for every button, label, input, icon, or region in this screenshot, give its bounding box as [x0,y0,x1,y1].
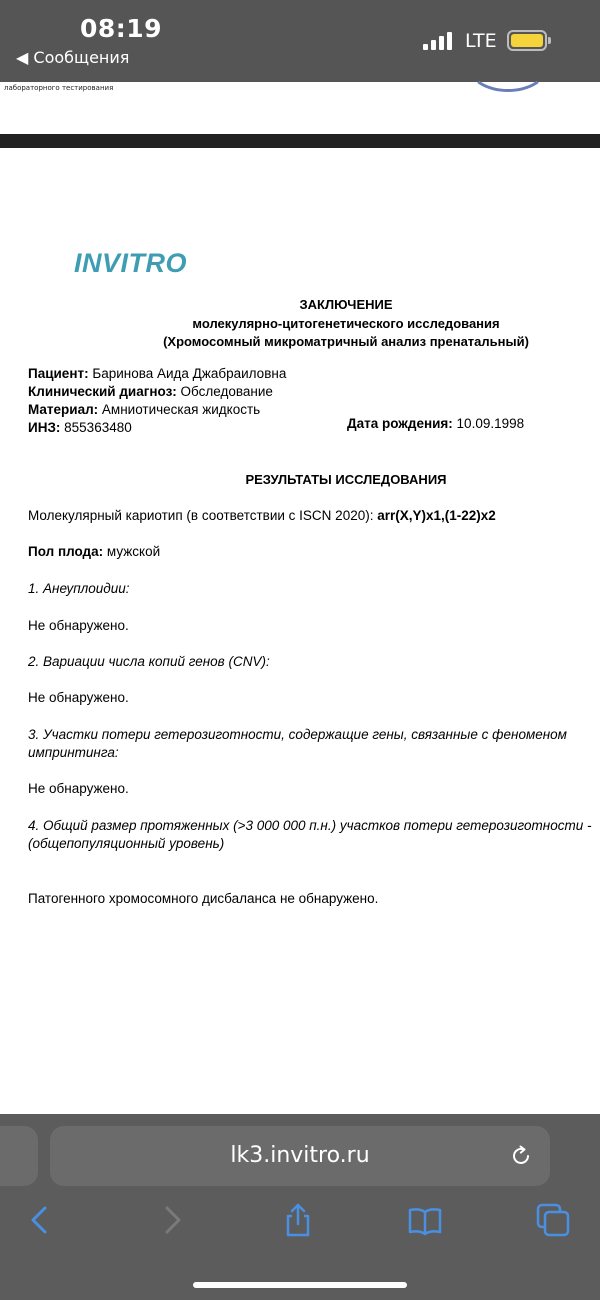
inz-value: 855363480 [60,420,132,435]
section-loh-imprinting: 3. Участки потери гетерозиготности, содержащие гены, связанные с феноменом [28,727,567,742]
tabs-icon[interactable] [535,1202,571,1238]
previous-page-fragment [0,82,600,134]
section-aneuploidy: 1. Анеуплоидии: [28,581,130,596]
patient-value: Баринова Аида Джабраиловна [88,366,287,381]
page-separator [0,134,600,148]
dob-label: Дата рождения: [347,416,453,431]
section-loh-imprinting-result: Не обнаружено. [28,781,129,796]
address-bar[interactable] [50,1126,550,1186]
back-icon[interactable] [22,1202,58,1238]
diagnosis-row [28,384,273,399]
section-loh-total-cont: (общепопуляционный уровень) [28,836,225,851]
section-loh-imprinting-cont: импринтинга: [28,745,119,760]
previous-tab-preview[interactable] [0,1126,38,1186]
inz-row [28,420,132,435]
material-label: Материал: [28,402,99,417]
fetal-sex-label: Пол плода: [28,544,104,559]
document-subtitle-2: (Хромосомный микроматричный анализ пренатальный) [163,334,529,349]
section-loh-total: 4. Общий размер протяженных (>3 000 000 п.н.) участков потери гетерозиготности - [28,818,592,833]
reload-icon[interactable] [508,1143,534,1169]
invitro-logo: INVITRO [74,248,188,278]
previous-page-caption: лабораторного тестирования [4,84,114,92]
conclusion-text: Патогенного хромосомного дисбаланса не обнаружено. [28,891,379,906]
section-aneuploidy-result: Не обнаружено. [28,618,129,633]
inz-label: ИНЗ: [28,420,61,435]
karyotype-row [28,508,496,523]
home-indicator[interactable] [193,1282,407,1288]
material-row [28,402,260,417]
dob-row [347,416,524,431]
patient-row [28,366,286,381]
stamp-icon [468,42,548,92]
dob-value: 10.09.1998 [452,416,525,431]
diagnosis-value: Обследование [176,384,273,399]
browser-bottom-bar [0,1114,600,1300]
forward-icon[interactable] [154,1202,190,1238]
fetal-sex-row [28,544,160,559]
karyotype-value: arr(X,Y)x1,(1-22)x2 [377,508,496,523]
clock: 08:19 [80,14,163,43]
share-icon[interactable] [280,1202,316,1238]
karyotype-label: Молекулярный кариотип (в соответствии с ISCN 2020): [28,508,378,523]
signal-strength-icon [423,32,452,50]
results-heading: РЕЗУЛЬТАТЫ ИССЛЕДОВАНИЯ [245,472,447,487]
network-type: LTE [465,30,497,52]
bookmarks-icon[interactable] [407,1202,443,1238]
patient-label: Пациент: [28,366,89,381]
back-to-messages-label: ◀ Сообщения [16,48,130,67]
section-cnv: 2. Вариации числа копий генов (CNV): [28,654,270,669]
url-text: lk3.invitro.ru [230,1143,370,1168]
diagnosis-label: Клинический диагноз: [28,384,177,399]
section-cnv-result: Не обнаружено. [28,690,129,705]
fetal-sex-value: мужской [103,544,161,559]
back-to-messages-button[interactable] [16,48,129,67]
document-page [0,148,600,1114]
material-value: Амниотическая жидкость [98,402,261,417]
document-title: ЗАКЛЮЧЕНИЕ [299,297,393,312]
document-subtitle: молекулярно-цитогенетического исследования [192,316,500,331]
